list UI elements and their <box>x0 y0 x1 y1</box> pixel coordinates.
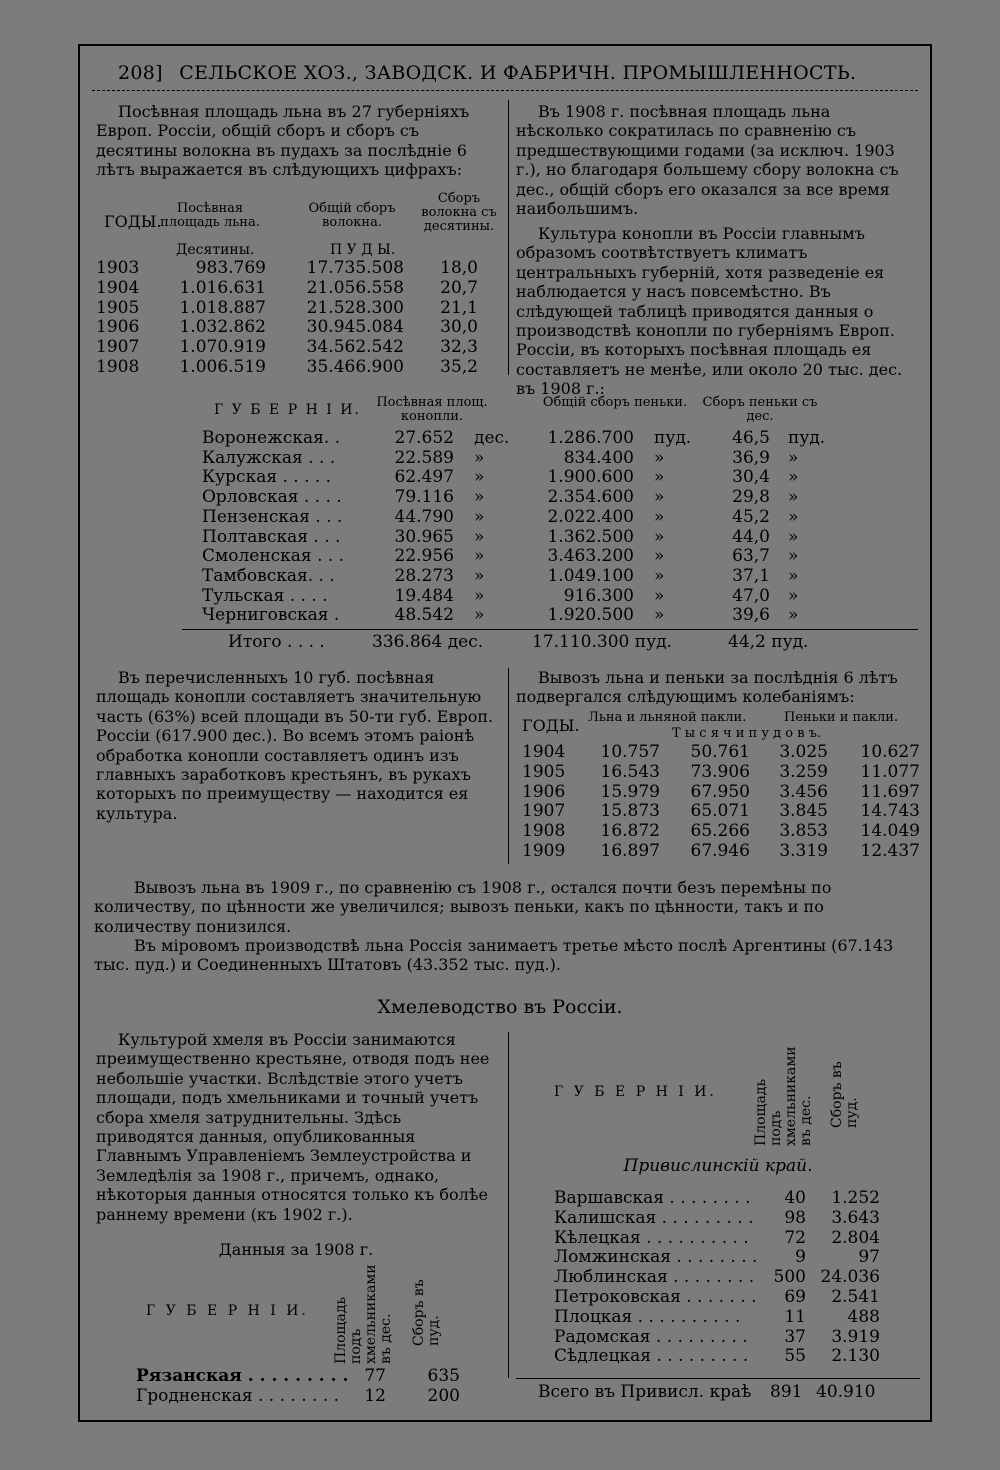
hemp-row-area-unit: дес. <box>474 428 510 448</box>
hemp-row-yield: 45,2 <box>732 506 770 527</box>
hops-left-col-area: Площадь подъ хмельниками въ дес. <box>333 1264 394 1364</box>
export-row-hemp: 3.845 <box>779 801 828 822</box>
hemp-commentary: Въ перечисленныхъ 10 губ. посѣвная площадь конопли составляетъ значительную часть (63%) всей площади въ 50-ти губ. Европ. Россіи (617.900 дес.). Во всемъ этомъ раіонѣ обработка конопли составляетъ одинъ изъ главныхъ заработковъ крестьянъ, въ рукахъ которыхъ по преимуществу — находится ея культура. <box>96 668 494 823</box>
flax-intro: Посѣвная площадь льна въ 27 губерніяхъ Европ. Россіи, общій сборъ и сборъ съ десятины волокна въ пудахъ за послѣдніе 6 лѣтъ выражается въ слѣдующихъ цифрахъ: <box>96 102 470 180</box>
hops-left-row-name: Рязанская . . . . . . . . . <box>136 1366 349 1386</box>
world-production: Въ міровомъ производствѣ льна Россія занимаетъ третье мѣсто послѣ Аргентины (67.143 тыс. пуд.) и Соединенныхъ Штатовъ (43.352 тыс. пуд.). <box>94 936 894 975</box>
hemp-col-area: Посѣвная площ. конопли. <box>376 395 488 424</box>
export-row-hemp-tow: 14.049 <box>860 821 920 842</box>
flax-row-year: 1905 <box>96 297 140 318</box>
export-row-hemp-tow: 11.077 <box>860 761 920 782</box>
hops-right-row-name: Калишская . . . . . . . . . <box>554 1207 754 1228</box>
hops-right-row-yield: 3.919 <box>831 1326 880 1347</box>
hemp-row-total-unit: » <box>654 565 665 586</box>
hemp-row-yield: 44,0 <box>732 526 770 547</box>
hemp-row-name: Воронежская. . <box>202 428 341 448</box>
flax-col-area: Посѣвная площадь льна. <box>160 201 260 230</box>
hemp-row-total: 1.362.500 <box>547 526 634 547</box>
hops-right-row-name: Сѣдлецкая . . . . . . . . . <box>554 1346 749 1367</box>
hops-right-col-yield: Сборъ въ пуд. <box>829 1061 860 1128</box>
hemp-row-area: 22.589 <box>394 447 454 468</box>
flax-row-area: 1.016.631 <box>179 277 266 298</box>
hemp-row-name: Калужская . . . <box>202 447 336 468</box>
hemp-total-yield: 44,2 пуд. <box>728 632 809 652</box>
export-row-hemp: 3.853 <box>779 821 828 842</box>
export-row-hemp-tow: 14.743 <box>860 801 920 822</box>
hops-right-row-yield: 488 <box>847 1306 880 1327</box>
flax-col-yield: Сборъ волокна съ десятины. <box>421 191 497 234</box>
hemp-row-total-unit: » <box>654 546 665 567</box>
export-row-flax-tow: 50.761 <box>690 742 750 762</box>
flax-row-total: 21.528.300 <box>306 297 404 318</box>
hops-right-row-yield: 24.036 <box>820 1267 880 1288</box>
hemp-row-yield: 30,4 <box>732 467 770 488</box>
flax-row-yield: 21,1 <box>440 297 478 318</box>
hemp-row-area-unit: » <box>474 467 485 488</box>
hops-left-row-yield: 635 <box>427 1366 460 1386</box>
flax-row-year: 1907 <box>96 337 140 358</box>
flax-row-total: 21.056.558 <box>306 277 404 298</box>
hops-section-title: Хмелеводство въ Россіи. <box>377 996 623 1018</box>
hemp-row-total-unit: » <box>654 487 665 508</box>
export-row-hemp: 3.025 <box>779 742 828 762</box>
export-row-flax: 10.757 <box>600 742 660 762</box>
hops-region-rule <box>516 1378 920 1379</box>
export-row-year: 1907 <box>522 801 566 822</box>
hops-left-row-area: 12 <box>364 1386 386 1406</box>
export-row-flax-tow: 67.950 <box>690 781 750 802</box>
hemp-row-yield-unit: » <box>788 526 799 547</box>
hemp-row-yield-unit: » <box>788 487 799 508</box>
hemp-row-area-unit: » <box>474 447 485 468</box>
hemp-row-total-unit: » <box>654 585 665 606</box>
flax-row-area: 1.018.887 <box>179 297 266 318</box>
hemp-row-total-unit: » <box>654 526 665 547</box>
flax-row-area: 1.070.919 <box>179 337 266 358</box>
hemp-total-total: 17.110.300 пуд. <box>532 632 672 652</box>
flax-row-yield: 18,0 <box>440 258 478 278</box>
export-row-year: 1908 <box>522 821 566 842</box>
export-row-flax: 15.979 <box>600 781 660 802</box>
hemp-row-yield: 37,1 <box>732 565 770 586</box>
hops-left-col-yield: Сборъ въ пуд. <box>411 1279 442 1346</box>
hemp-row-total: 1.920.500 <box>547 605 634 626</box>
hemp-row-yield-unit: » <box>788 585 799 606</box>
header-divider <box>92 90 918 99</box>
hemp-row-total-unit: » <box>654 605 665 626</box>
export-row-flax-tow: 65.071 <box>690 801 750 822</box>
flax-row-yield: 30,0 <box>440 317 478 338</box>
hemp-row-yield: 47,0 <box>732 585 770 606</box>
hemp-row-total: 3.463.200 <box>547 546 634 567</box>
column-divider-top <box>508 100 509 375</box>
hops-intro: Культурой хмеля въ Россіи занимаются преимущественно крестьяне, отводя подъ нее небольшіе участки. Вслѣдствіе этого учетъ площади, подъ хмельниками и точный учетъ сбора хмеля затруднительны. Здѣсь приводятся данныя, опубликованныя Главнымъ Управленіемъ Землеустройства и Земледѣлія за 1908 г., причемъ, однако, нѣкоторыя данныя относятся только къ болѣе раннему времени (къ 1902 г.). <box>96 1030 490 1224</box>
hemp-row-area-unit: » <box>474 546 485 567</box>
export-row-flax: 16.897 <box>600 841 660 861</box>
hemp-row-yield: 29,8 <box>732 487 770 508</box>
flax-row-year: 1903 <box>96 258 140 278</box>
hemp-row-area-unit: » <box>474 585 485 606</box>
hops-right-col-gub: Г У Б Е Р Н І И. <box>554 1084 717 1100</box>
flax-unit-area: Десятины. <box>176 242 255 258</box>
flax-row-total: 30.945.084 <box>306 317 404 338</box>
hops-left-row-area: 77 <box>364 1366 386 1386</box>
flax-row-yield: 20,7 <box>440 277 478 298</box>
export-row-hemp-tow: 12.437 <box>860 841 920 861</box>
hemp-col-yield: Сборъ пеньки съ дес. <box>702 395 818 424</box>
hemp-row-total: 1.286.700 <box>547 428 634 448</box>
hops-right-row-name: Люблинская . . . . . . . . <box>554 1267 755 1288</box>
hemp-row-yield-unit: » <box>788 546 799 567</box>
export-row-flax: 15.873 <box>600 801 660 822</box>
page-header <box>118 62 856 84</box>
hemp-row-total-unit: » <box>654 447 665 468</box>
export-row-hemp: 3.259 <box>779 761 828 782</box>
export-row-flax-tow: 65.266 <box>690 821 750 842</box>
hemp-row-area: 22.956 <box>394 546 454 567</box>
hemp-row-total: 2.354.600 <box>547 487 634 508</box>
flax-row-area: 1.032.862 <box>179 317 266 338</box>
hemp-row-total: 2.022.400 <box>547 506 634 527</box>
export-col-years: ГОДЫ. <box>522 716 580 735</box>
hops-right-row-area: 55 <box>784 1346 806 1367</box>
export-summary: Вывозъ льна въ 1909 г., по сравненію съ 1908 г., остался почти безъ перемѣны по количеству, по цѣнности же увеличился; вывозъ пеньки, какъ по цѣнности, такъ и по количеству понизился. <box>94 878 832 936</box>
column-divider-middle <box>508 668 509 864</box>
page-number: 208] <box>118 62 163 84</box>
hemp-total-area: 336.864 дес. <box>372 632 484 652</box>
hemp-col-total: Общій сборъ пеньки. <box>542 395 688 410</box>
hops-right-row-area: 9 <box>795 1247 806 1268</box>
hemp-row-area: 48.542 <box>394 605 454 626</box>
hemp-row-name: Орловская . . . . <box>202 487 342 508</box>
hemp-row-yield: 63,7 <box>732 546 770 567</box>
hops-right-row-area: 37 <box>784 1326 806 1347</box>
hemp-row-area: 27.652 <box>394 428 454 448</box>
flax-col-years: ГОДЫ. <box>104 212 162 231</box>
hemp-row-total: 834.400 <box>563 447 634 468</box>
export-row-hemp: 3.319 <box>779 841 828 861</box>
hops-right-row-yield: 1.252 <box>831 1188 880 1208</box>
hops-left-row-name: Гродненская . . . . . . . . <box>136 1386 340 1406</box>
hemp-row-name: Черниговская . <box>202 605 340 626</box>
hemp-row-total-unit: » <box>654 506 665 527</box>
hops-right-row-name: Радомская . . . . . . . . . <box>554 1326 748 1347</box>
hemp-col-gub: Г У Б Е Р Н І И. <box>214 402 361 418</box>
hemp-total-rule <box>182 629 918 630</box>
hops-right-row-name: Плоцкая . . . . . . . . . . <box>554 1306 741 1327</box>
flax-row-total: 35.466.900 <box>306 357 404 377</box>
hemp-row-area-unit: » <box>474 506 485 527</box>
export-row-year: 1909 <box>522 841 566 861</box>
hemp-row-yield-unit: » <box>788 506 799 527</box>
hemp-row-area: 30.965 <box>394 526 454 547</box>
page-title: СЕЛЬСКОЕ ХОЗ., ЗАВОДСК. И ФАБРИЧН. ПРОМЫШЛЕННОСТЬ. <box>179 62 857 84</box>
export-row-year: 1906 <box>522 781 566 802</box>
export-intro: Вывозъ льна и пеньки за послѣднія 6 лѣтъ подвергался слѣдующимъ колебаніямъ: <box>516 668 898 707</box>
right-paragraph-1: Въ 1908 г. посѣвная площадь льна нѣсколько сократилась по сравненію съ предшествующими годами (за исключ. 1903 г.), но благодаря большему сбору волокна съ дес., общій сборъ его оказался за все время наибольшимъ. <box>516 102 899 219</box>
hemp-row-area: 62.497 <box>394 467 454 488</box>
hops-right-col-area: Площадь подъ хмельниками въ дес. <box>753 1046 814 1146</box>
flax-row-year: 1908 <box>96 357 140 377</box>
hops-right-row-name: Кѣлецкая . . . . . . . . . . <box>554 1227 749 1248</box>
hemp-row-name: Полтавская . . . <box>202 526 341 547</box>
flax-row-yield: 35,2 <box>440 357 478 377</box>
hemp-row-total: 1.900.600 <box>547 467 634 488</box>
export-row-flax: 16.543 <box>600 761 660 782</box>
hemp-row-area: 44.790 <box>394 506 454 527</box>
export-row-flax-tow: 73.906 <box>690 761 750 782</box>
hops-right-row-name: Ломжинская . . . . . . . . <box>554 1247 758 1268</box>
flax-col-total: Общій сборъ волокна. <box>308 201 396 230</box>
export-col-flax: Льна и льняной пакли. <box>588 710 747 725</box>
hemp-row-total-unit: » <box>654 467 665 488</box>
hemp-row-yield-unit: » <box>788 565 799 586</box>
hops-region-total-yield: 40.910 <box>816 1382 876 1402</box>
hemp-row-total: 1.049.100 <box>547 565 634 586</box>
hops-right-row-area: 500 <box>773 1267 806 1288</box>
hemp-row-yield-unit: » <box>788 605 799 626</box>
hops-right-row-yield: 3.643 <box>831 1207 880 1228</box>
column-divider-bottom <box>508 1032 509 1378</box>
hemp-row-name: Тамбовская. . . <box>202 565 335 586</box>
export-row-hemp: 3.456 <box>779 781 828 802</box>
hemp-total-label: Итого . . . . <box>228 632 325 652</box>
hops-region-total-label: Всего въ Привисл. краѣ <box>538 1382 752 1402</box>
export-col-hemp: Пеньки и пакли. <box>784 710 899 725</box>
hemp-row-total: 916.300 <box>563 585 634 606</box>
hops-right-row-area: 98 <box>784 1207 806 1228</box>
flax-row-year: 1904 <box>96 277 140 298</box>
hemp-row-yield: 39,6 <box>732 605 770 626</box>
hemp-row-area-unit: » <box>474 605 485 626</box>
hops-right-row-yield: 2.804 <box>831 1227 880 1248</box>
right-paragraph-2: Культура конопли въ Россіи главнымъ образомъ соотвѣтствуетъ климатъ центральныхъ губерній, хотя разведеніе ея наблюдается у насъ повсемѣстно. Въ слѣдующей таблицѣ приводятся данныя о производствѣ конопли по губерніямъ Европ. Россіи, въ которыхъ посѣвная площадь ея составляетъ не менѣе, или около 20 тыс. дес. въ 1908 г.: <box>516 224 903 399</box>
hops-right-row-yield: 2.541 <box>831 1287 880 1307</box>
flax-row-total: 34.562.542 <box>306 337 404 358</box>
hemp-row-name: Курская . . . . . <box>202 467 332 488</box>
hops-right-row-name: Петроковская . . . . . . . <box>554 1287 757 1307</box>
hops-region-title: Привислинскій край. <box>623 1156 813 1176</box>
hops-right-row-yield: 2.130 <box>831 1346 880 1367</box>
flax-row-total: 17.735.508 <box>306 258 404 278</box>
hops-left-col-gub: Г У Б Е Р Н І И. <box>146 1303 309 1319</box>
hemp-row-area: 28.273 <box>394 565 454 586</box>
hemp-row-area-unit: » <box>474 565 485 586</box>
hops-right-row-area: 40 <box>784 1188 806 1208</box>
hemp-row-area-unit: » <box>474 526 485 547</box>
hemp-row-area: 19.484 <box>394 585 454 606</box>
flax-row-area: 1.006.519 <box>179 357 266 377</box>
export-unit: Т ы с я ч и п у д о в ъ. <box>672 726 822 741</box>
hemp-row-yield-unit: » <box>788 447 799 468</box>
flax-unit-total: П У Д Ы. <box>330 242 396 258</box>
export-row-flax: 16.872 <box>600 821 660 842</box>
flax-row-area: 983.769 <box>195 258 266 278</box>
export-row-year: 1905 <box>522 761 566 782</box>
hemp-row-yield-unit: » <box>788 467 799 488</box>
hemp-row-total-unit: пуд. <box>654 428 692 448</box>
hops-right-row-name: Варшавская . . . . . . . . <box>554 1188 751 1208</box>
hemp-row-yield-unit: пуд. <box>788 428 826 448</box>
hemp-row-yield: 46,5 <box>732 428 770 448</box>
hops-right-row-area: 72 <box>784 1227 806 1248</box>
flax-row-yield: 32,3 <box>440 337 478 358</box>
hops-region-total-area: 891 <box>770 1382 803 1402</box>
hemp-row-name: Пензенская . . . <box>202 506 343 527</box>
hemp-row-yield: 36,9 <box>732 447 770 468</box>
hemp-row-name: Тульская . . . . <box>202 585 328 606</box>
flax-row-year: 1906 <box>96 317 140 338</box>
hops-right-row-area: 11 <box>784 1306 806 1327</box>
export-row-flax-tow: 67.946 <box>690 841 750 861</box>
export-row-hemp-tow: 11.697 <box>860 781 920 802</box>
hemp-row-area-unit: » <box>474 487 485 508</box>
hops-data-caption: Данныя за 1908 г. <box>218 1240 374 1259</box>
hemp-row-name: Смоленская . . . <box>202 546 345 567</box>
hops-right-row-yield: 97 <box>858 1247 880 1268</box>
hops-right-row-area: 69 <box>784 1287 806 1307</box>
export-row-hemp-tow: 10.627 <box>860 742 920 762</box>
hops-left-row-yield: 200 <box>427 1386 460 1406</box>
export-row-year: 1904 <box>522 742 566 762</box>
hemp-row-area: 79.116 <box>394 487 454 508</box>
